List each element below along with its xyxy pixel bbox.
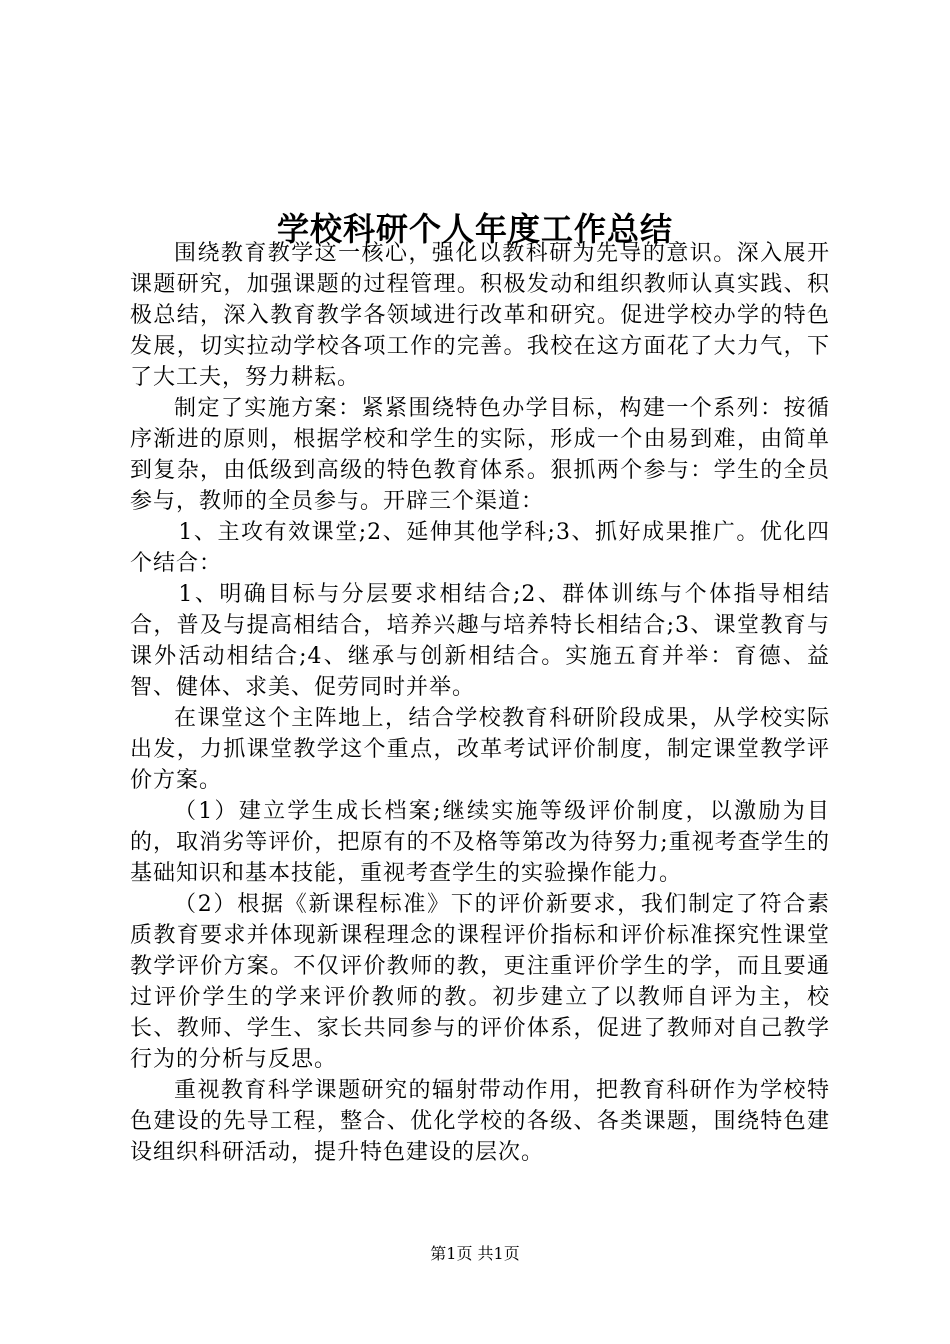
paragraph-evaluation: （2）根据《新课程标准》下的评价新要求，我们制定了符合素质教育要求并体现新课程理念的课程评价指标和评价标准探究性课堂教学评价方案。不仅评价教师的教，更注重评价学生的学，而且要通过评价学生的学来评价教师的教。初步建立了以教师自评为主，校长、教师、学生、家长共同参与的评价体系，促进了教师对自己教学行为的分析与反思。 [130,892,830,1072]
document-body [130,238,830,1168]
document-title: 学校科研个人年度工作总结 [276,210,673,249]
paragraph-plan: 制定了实施方案：紧紧围绕特色办学目标，构建一个系列：按循序渐进的原则，根据学校和学生的实际，形成一个由易到难，由简单到复杂，由低级到高级的特色教育体系。狠抓两个参与：学生的全员参与，教师的全员参与。开辟三个渠道： [130,396,830,514]
paragraph-research: 重视教育科学课题研究的辐射带动作用，把教育科研作为学校特色建设的先导工程，整合、优化学校的各级、各类课题，围绕特色建设组织科研活动，提升特色建设的层次。 [130,1078,830,1165]
paragraph-classroom: 在课堂这个主阵地上，结合学校教育科研阶段成果，从学校实际出发，力抓课堂教学这个重点，改革考试评价制度，制定课堂教学评价方案。 [130,706,830,793]
paragraph-growth-archive: （1）建立学生成长档案;继续实施等级评价制度，以激励为目的，取消劣等评价，把原有的不及格等第改为待努力;重视考查学生的基础知识和基本技能，重视考查学生的实验操作能力。 [130,799,830,886]
paragraph-channels: 1、主攻有效课堂;2、延伸其他学科;3、抓好成果推广。优化四个结合： [130,520,830,576]
paragraph-intro: 围绕教育教学这一核心，强化以教科研为先导的意识。深入展开课题研究，加强课题的过程管理。积极发动和组织教师认真实践、积极总结，深入教育教学各领域进行改革和研究。促进学校办学的特色发展，切实拉动学校各项工作的完善。我校在这方面花了大力气，下了大工夫，努力耕耘。 [130,241,830,390]
paragraph-combinations: 1、明确目标与分层要求相结合;2、群体训练与个体指导相结合，普及与提高相结合，培养兴趣与培养特长相结合;3、课堂教育与课外活动相结合;4、继承与创新相结合。实施五育并举：育德、益智、健体、求美、促劳同时并举。 [130,582,830,700]
page-number-footer: 第1页 共1页 [430,1244,520,1263]
